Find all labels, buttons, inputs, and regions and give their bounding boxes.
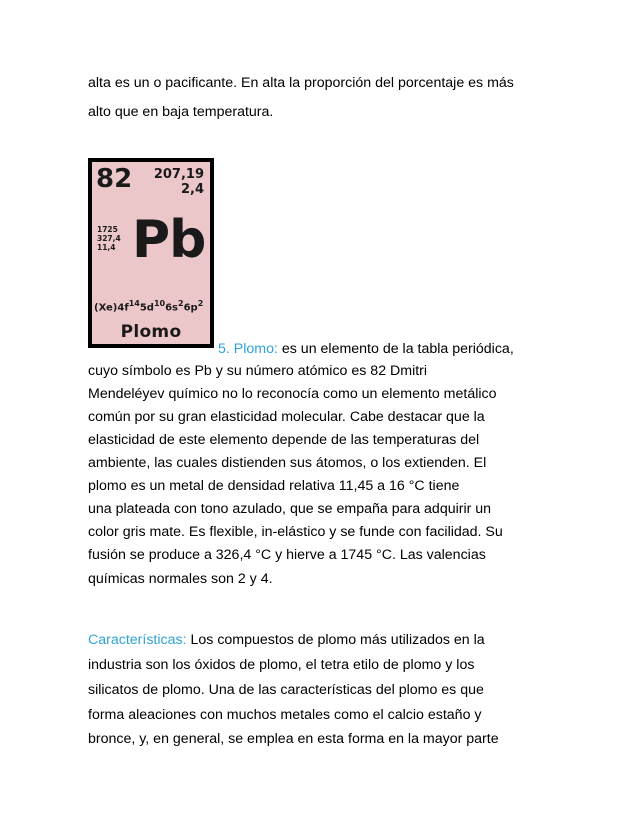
element-card-face bbox=[92, 162, 210, 344]
body-text-line: una plateada con tono azulado, que se empaña para adquirir un bbox=[88, 501, 492, 517]
caracteristicas-first-line bbox=[88, 631, 485, 649]
body-text-line: plomo es un metal de densidad relativa 11,45 a 16 °C tiene bbox=[88, 478, 460, 494]
body-text-line: alto que en baja temperatura. bbox=[88, 104, 274, 120]
body-text-line: es un elemento de la tabla periódica, bbox=[277, 341, 514, 357]
body-text-line: elasticidad de este elemento depende de las temperaturas del bbox=[88, 432, 480, 448]
body-text-line: Los compuestos de plomo más utilizados en la bbox=[186, 632, 485, 648]
section-5-heading: 5. Plomo: bbox=[218, 341, 278, 357]
electron-configuration: $(Xe)4f^{14}5d^{10}6s^26p^2$ bbox=[94, 299, 204, 314]
boiling-point: 1725 bbox=[97, 225, 118, 234]
body-text-line: ambiente, las cuales distienden sus átomos, o los extienden. El bbox=[88, 455, 487, 471]
body-text-line: bronce, y, en general, se emplea en esta forma en la mayor parte bbox=[88, 731, 499, 747]
body-text-line: común por su gran elasticidad molecular. Cabe destacar que la bbox=[88, 409, 485, 425]
element-properties bbox=[97, 225, 121, 252]
melting-point: 327,4 bbox=[97, 234, 121, 243]
body-text-line: silicatos de plomo. Una de las características del plomo es que bbox=[88, 682, 484, 698]
body-text-line: químicas normales son 2 y 4. bbox=[88, 571, 273, 587]
body-text-line: cuyo símbolo es Pb y su número atómico es 82 Dmitri bbox=[88, 363, 428, 379]
section-5-first-line bbox=[218, 340, 514, 358]
body-text-line: alta es un o pacificante. En alta la proporción del porcentaje es más bbox=[88, 75, 514, 91]
caracteristicas-heading: Características: bbox=[88, 632, 187, 648]
oxidation-states: 2,4 bbox=[180, 182, 204, 197]
element-name: Plomo bbox=[92, 320, 210, 344]
body-text-line: fusión se produce a 326,4 °C y hierve a 1745 °C. Las valencias bbox=[88, 547, 486, 563]
body-text-line: Mendeléyev químico no lo reconocía como un elemento metálico bbox=[88, 386, 497, 402]
body-text-line: color gris mate. Es flexible, in-elástico y se funde con facilidad. Su bbox=[88, 524, 503, 540]
body-text-line: industria son los óxidos de plomo, el tetra etilo de plomo y los bbox=[88, 657, 475, 673]
density: 11,4 bbox=[97, 243, 116, 252]
element-card-lead bbox=[88, 158, 214, 348]
atomic-mass: 207,19 bbox=[153, 167, 204, 182]
element-symbol: Pb bbox=[132, 210, 206, 270]
atomic-number: 82 bbox=[96, 164, 133, 194]
body-text-line: forma aleaciones con muchos metales como el calcio estaño y bbox=[88, 707, 482, 723]
